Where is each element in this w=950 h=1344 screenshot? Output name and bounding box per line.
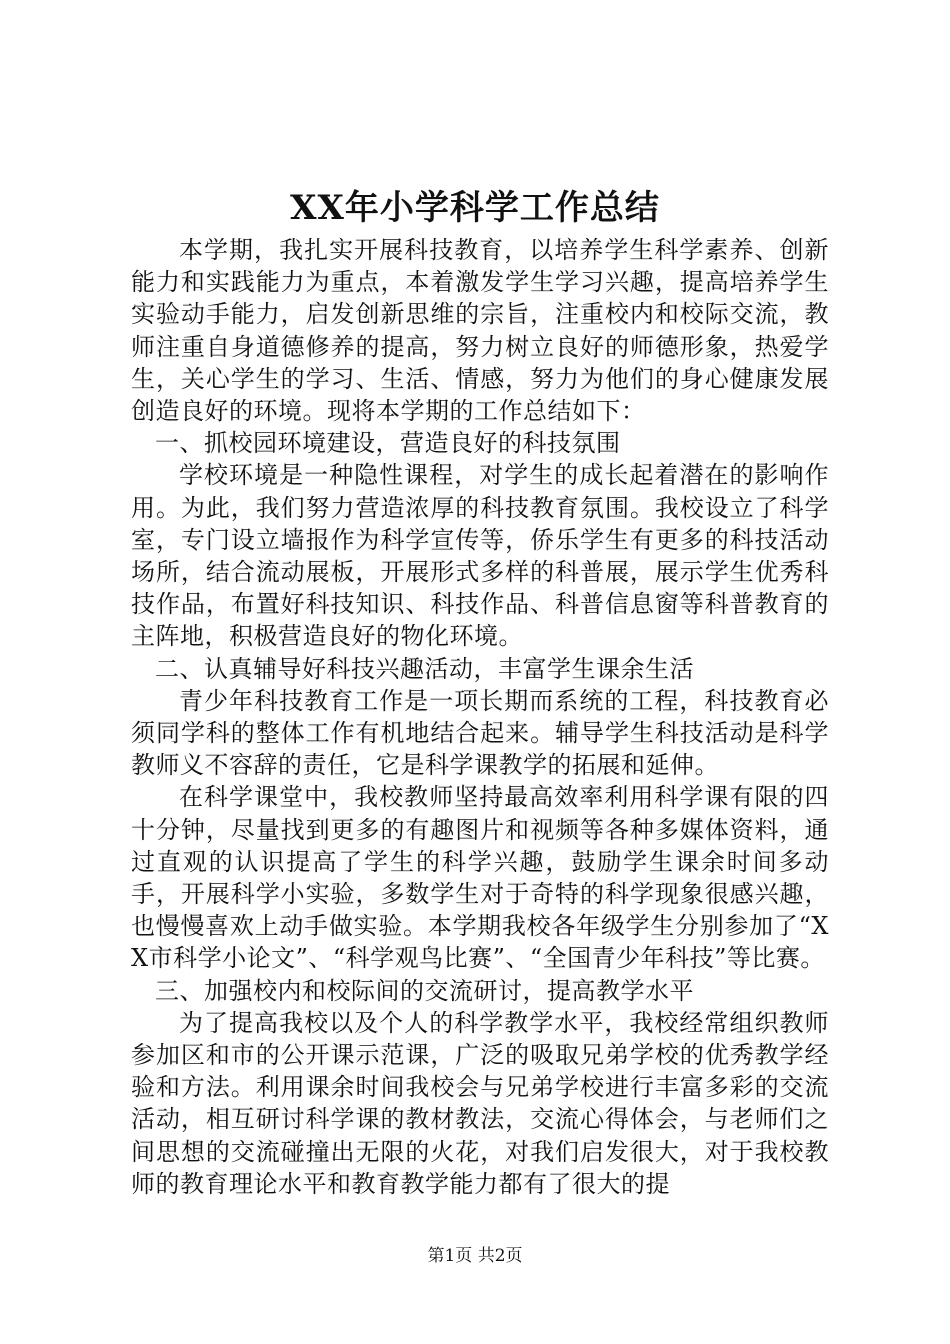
section-1-heading: 一、抓校园环境建设，营造良好的科技氛围: [155, 429, 621, 458]
section-2-heading: 二、认真辅导好科技兴趣活动，丰富学生课余生活: [155, 654, 694, 683]
section-1-paragraph: 学校环境是一种隐性课程，对学生的成长起着潜在的影响作用。为此，我们努力营造浓厚的科技教育氛围。我校设立了科学室，专门设立墙报作为科学宣传等，侨乐学生有更多的科技活动场所，结合流动展板，开展形式多样的科普展，展示学生优秀科技作品，布置好科技知识、科技作品、科普信息窗等科普教育的主阵地，积极营造良好的物化环境。: [131, 461, 829, 651]
document-body: [131, 234, 829, 1200]
intro-paragraph: 本学期，我扎实开展科技教育，以培养学生科学素养、创新能力和实践能力为重点，本着激发学生学习兴趣，提高培养学生实验动手能力，启发创新思维的宗旨，注重校内和校际交流，教师注重自身道德修养的提高，努力树立良好的师德形象，热爱学生，关心学生的学习、生活、情感，努力为他们的身心健康发展创造良好的环境。现将本学期的工作总结如下：: [131, 236, 829, 426]
section-3-paragraph: 为了提高我校以及个人的科学教学水平，我校经常组织教师参加区和市的公开课示范课，广泛的吸取兄弟学校的优秀教学经验和方法。利用课余时间我校会与兄弟学校进行丰富多彩的交流活动，相互研讨科学课的教材教法，交流心得体会，与老师们之间思想的交流碰撞出无限的火花，对我们启发很大，对于我校教师的教育理论水平和教育教学能力都有了很大的提: [131, 1008, 829, 1198]
page-footer: 第1页 共2页: [427, 1246, 523, 1266]
section-3-heading: 三、加强校内和校际间的交流研讨，提高教学水平: [155, 976, 694, 1005]
document-title: XX年小学科学工作总结: [290, 188, 660, 228]
section-2-paragraph: 青少年科技教育工作是一项长期而系统的工程，科技教育必须同学科的整体工作有机地结合起来。辅导学生科技活动是科学教师义不容辞的责任，它是科学课教学的拓展和延伸。: [131, 686, 829, 780]
section-2-paragraph: 在科学课堂中，我校教师坚持最高效率利用科学课有限的四十分钟，尽量找到更多的有趣图片和视频等各种多媒体资料，通过直观的认识提高了学生的科学兴趣，鼓励学生课余时间多动手，开展科学小实验，多数学生对于奇特的科学现象很感兴趣，也慢慢喜欢上动手做实验。本学期我校各年级学生分别参加了“XX市科学小论文”、“科学观鸟比赛”、“全国青少年科技”等比赛。: [131, 783, 829, 973]
